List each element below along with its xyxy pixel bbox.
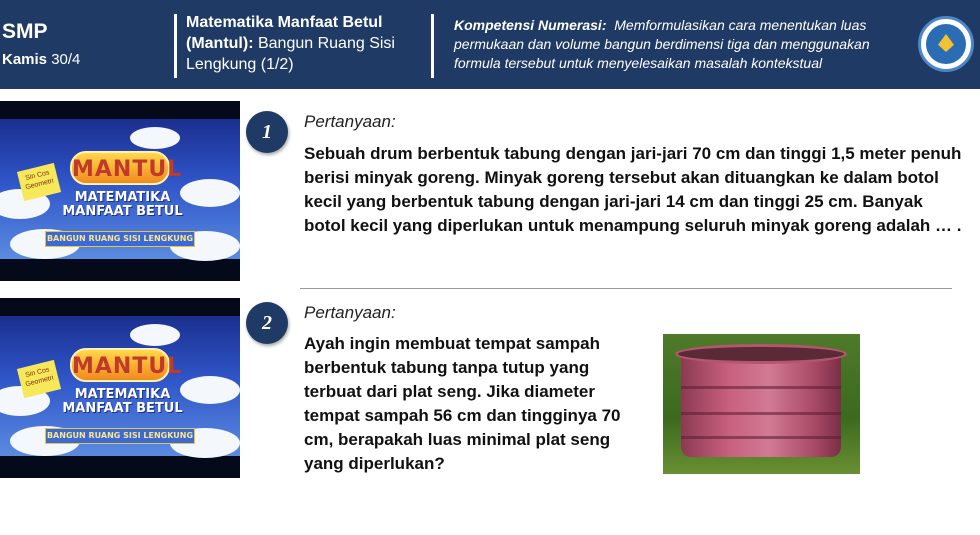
question-text: Sebuah drum berbentuk tabung dengan jari-jari 70 cm dan tinggi 1,5 meter penuh berisi minyak goreng. Minyak goreng tersebut akan dituangkan ke dalam botol kecil yang berbentuk tabung dengan jari-jari 14 cm dan tinggi 25 cm. Banyak botol kecil yang diperlukan untuk menampung seluruh minyak goreng adalah … .	[304, 144, 962, 235]
header-divider	[174, 14, 177, 78]
question-label: Pertanyaan:	[304, 112, 396, 131]
trash-bin-photo	[663, 334, 860, 474]
program-name: Matematika Manfaat Betul (Mantul):	[186, 14, 383, 52]
video-thumbnail[interactable]	[0, 298, 240, 478]
topic-banner: BANGUN RUANG SISI LENGKUNG	[45, 231, 195, 247]
section-divider	[300, 288, 952, 289]
brand-logo: MANTUL	[70, 151, 170, 185]
sticky-note: Sin Cos Geometri	[17, 360, 61, 398]
video-thumbnail[interactable]	[0, 101, 240, 281]
broadcast-date-value: 30/4	[51, 51, 81, 68]
header-level-block	[2, 18, 80, 70]
program-topic: Bangun Ruang Sisi Lengkung (1/2)	[186, 35, 395, 73]
competency-block	[454, 16, 916, 73]
broadcast-date	[2, 50, 80, 70]
header-divider	[431, 14, 434, 78]
sticky-note: Sin Cos Geometri	[17, 163, 61, 201]
question-number-badge: 1	[246, 111, 288, 153]
brand-subtitle: MATEMATIKA MANFAAT BETUL	[62, 387, 183, 416]
brand-subtitle: MATEMATIKA MANFAAT BETUL	[62, 190, 183, 219]
school-level: SMP	[2, 20, 48, 43]
ministry-logo-icon	[918, 16, 974, 72]
competency-text: Memformulasikan cara menentukan luas permukaan dan volume bangun berdimensi tiga dan menggunakan formula tersebut untuk menyelesaikan masalah kontekstual	[454, 17, 870, 71]
thumbnail-artwork	[0, 119, 240, 259]
brand-logo: MANTUL	[70, 348, 170, 382]
question-text: Ayah ingin membuat tempat sampah berbentuk tabung tanpa tutup yang terbuat dari plat seng. Jika diameter tempat sampah 56 cm dan tingginya 70 cm, berapakah luas minimal plat seng yang diperlukan?	[304, 334, 621, 473]
thumbnail-artwork	[0, 316, 240, 456]
broadcast-day: Kamis	[2, 51, 48, 68]
topic-banner: BANGUN RUANG SISI LENGKUNG	[45, 428, 195, 444]
question-label: Pertanyaan:	[304, 303, 396, 322]
question-number-badge: 2	[246, 302, 288, 344]
program-title	[186, 12, 421, 75]
competency-label: Kompetensi Numerasi:	[454, 17, 607, 33]
header-bar	[0, 0, 980, 89]
